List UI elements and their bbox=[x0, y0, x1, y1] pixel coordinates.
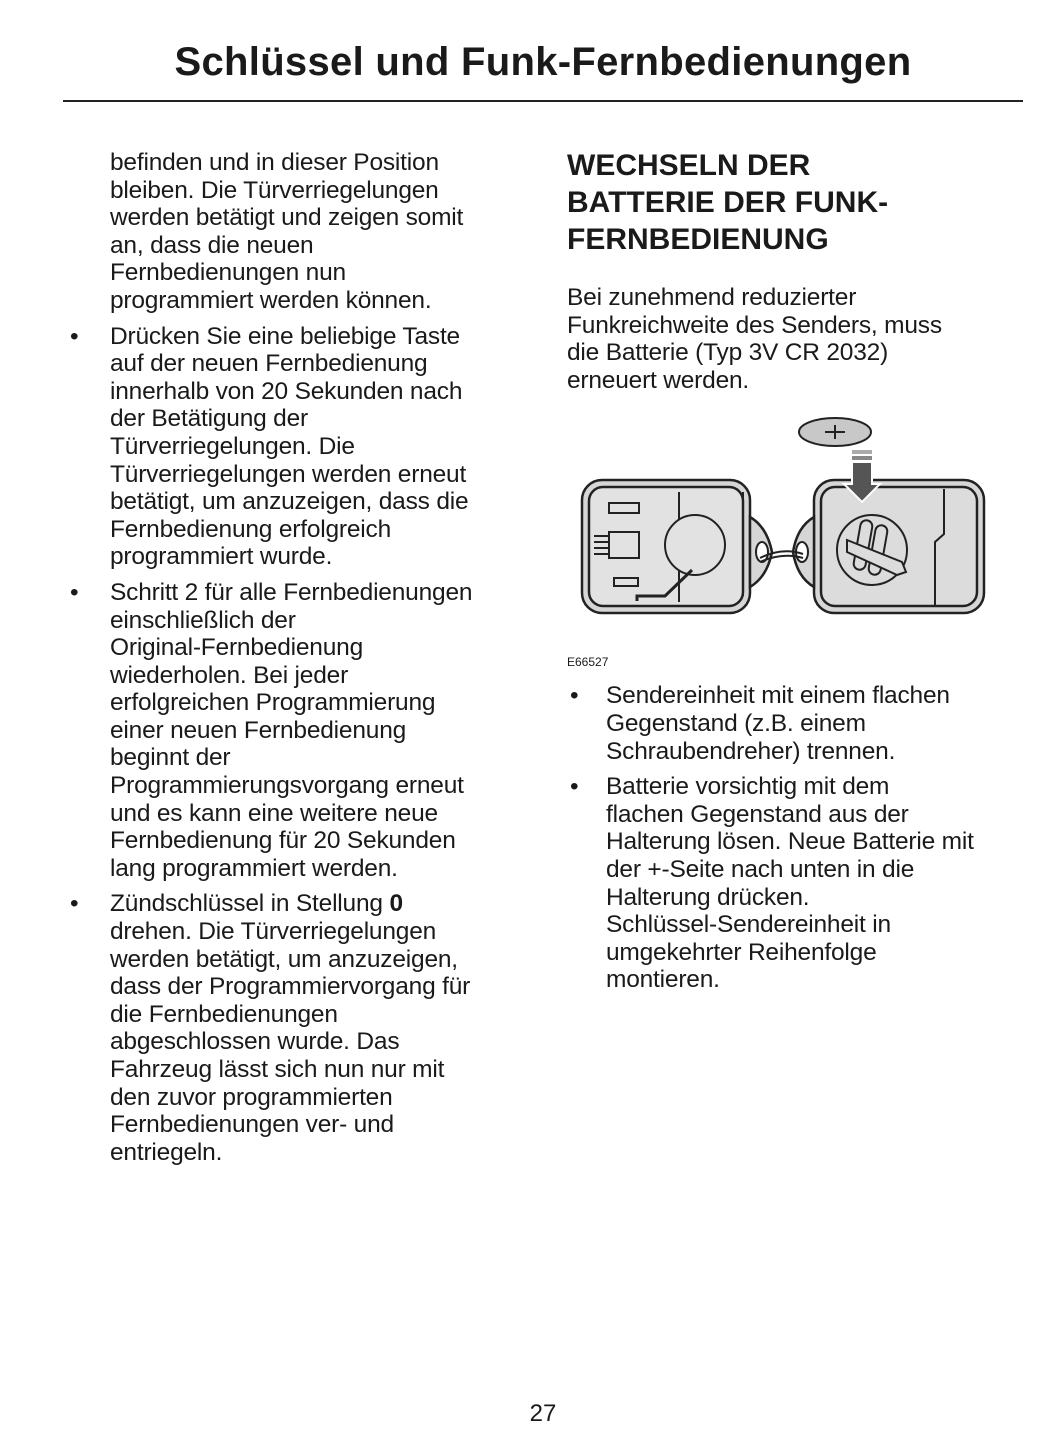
right-column bbox=[567, 147, 1027, 994]
bullet: • bbox=[70, 322, 79, 350]
list-item-text: drehen. Die Türverriegelungen werden betätigt, um anzuzeigen, dass der Programmiervorgang für die Fernbedienungen abgeschlossen wurde. Das Fahrzeug lässt sich nun nur mit den zuvor programmierten Fernbedienungen ver- und entriegeln. bbox=[110, 918, 471, 1166]
list-item bbox=[70, 578, 540, 883]
intro-paragraph: Bei zunehmend reduzierter Funkreichweite des Senders, muss die Batterie (Typ 3V CR 2032) erneuert werden. bbox=[567, 284, 942, 394]
bullet: • bbox=[570, 773, 579, 801]
bullet: • bbox=[70, 890, 79, 918]
page-number: 27 bbox=[529, 1400, 557, 1427]
list-item bbox=[70, 322, 540, 571]
page-title: Schlüssel und Funk-Fernbedienungen bbox=[174, 40, 912, 84]
battery-replacement-illustration bbox=[567, 412, 997, 622]
bullet: • bbox=[70, 578, 79, 606]
list-item-text: Drücken Sie eine beliebige Taste auf der neuen Fernbedienung innerhalb von 20 Sekunden nach der Betätigung der Türverriegelungen. Die Türverriegelungen werden erneut betätigt, um anzuzeigen, dass die Fernbedienung erfolgreich programmiert wurde. bbox=[110, 322, 469, 571]
left-column bbox=[70, 149, 540, 1166]
list-item-text: Sendereinheit mit einem flachen Gegenstand (z.B. einem Schraubendreher) trennen. bbox=[606, 682, 950, 765]
list-item bbox=[570, 682, 1026, 765]
bullet: • bbox=[570, 682, 579, 710]
key-position: 0 bbox=[389, 890, 403, 918]
list-item bbox=[70, 890, 540, 1166]
list-item-text: Zündschlüssel in Stellung bbox=[110, 890, 390, 918]
continued-paragraph: befinden und in dieser Position bleiben. Die Türverriegelungen werden betätigt und zeigen somit an, dass die neuen Fernbedienungen nun programmiert werden können. bbox=[110, 149, 464, 314]
section-heading: WECHSELN DER BATTERIE DER FUNK- FERNBEDIENUNG bbox=[567, 149, 889, 256]
list-item-text: Schritt 2 für alle Fernbedienungen einschließlich der Original-Fernbedienung wiederholen. Bei jeder erfolgreichen Programmierung einer neuen Fernbedienung beginnt der Programmierungsvorgang erneut und es kann eine weitere neue Fernbedienung für 20 Sekunden lang programmiert werden. bbox=[110, 578, 473, 882]
figure-caption: E66527 bbox=[567, 655, 609, 670]
title-divider bbox=[63, 100, 1023, 102]
list-item-text: Batterie vorsichtig mit dem flachen Gegenstand aus der Halterung lösen. Neue Batterie mit der +-Seite nach unten in die Halterung drücken. Schlüssel-Sendereinheit in umgekehrter Reihenfolge montieren. bbox=[606, 773, 974, 994]
list-item bbox=[570, 773, 1026, 994]
